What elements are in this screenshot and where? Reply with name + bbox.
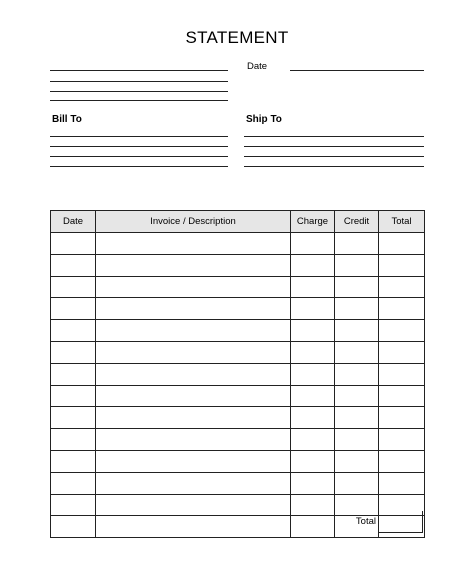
charge-cell[interactable]	[291, 363, 335, 385]
column-header-total: Total	[379, 211, 425, 233]
ship-to-line[interactable]	[244, 166, 424, 167]
description-cell[interactable]	[96, 276, 291, 298]
credit-cell[interactable]	[335, 450, 379, 472]
charge-cell[interactable]	[291, 233, 335, 255]
table-row	[51, 450, 425, 472]
address-line[interactable]	[50, 100, 228, 101]
total-cell[interactable]	[379, 472, 425, 494]
credit-cell[interactable]	[335, 363, 379, 385]
table-row	[51, 472, 425, 494]
table-row	[51, 254, 425, 276]
description-cell[interactable]	[96, 450, 291, 472]
credit-cell[interactable]	[335, 276, 379, 298]
bill-to-line[interactable]	[50, 156, 228, 157]
total-cell[interactable]	[379, 298, 425, 320]
column-header-date: Date	[51, 211, 96, 233]
grand-total-label: Total	[355, 516, 376, 527]
bill-to-line[interactable]	[50, 166, 228, 167]
charge-cell[interactable]	[291, 385, 335, 407]
total-cell[interactable]	[379, 233, 425, 255]
total-cell[interactable]	[379, 385, 425, 407]
total-cell[interactable]	[379, 429, 425, 451]
charge-cell[interactable]	[291, 320, 335, 342]
statement-table	[50, 210, 425, 538]
table-row	[51, 429, 425, 451]
credit-cell[interactable]	[335, 298, 379, 320]
total-cell[interactable]	[379, 254, 425, 276]
table-row	[51, 320, 425, 342]
column-header-description: Invoice / Description	[96, 211, 291, 233]
table-body	[51, 233, 425, 538]
description-cell[interactable]	[96, 516, 291, 538]
date-cell[interactable]	[51, 429, 96, 451]
date-cell[interactable]	[51, 298, 96, 320]
date-cell[interactable]	[51, 320, 96, 342]
charge-cell[interactable]	[291, 254, 335, 276]
date-cell[interactable]	[51, 494, 96, 516]
credit-cell[interactable]	[335, 407, 379, 429]
date-cell[interactable]	[51, 407, 96, 429]
description-cell[interactable]	[96, 320, 291, 342]
table-row	[51, 363, 425, 385]
credit-cell[interactable]	[335, 429, 379, 451]
total-cell[interactable]	[379, 320, 425, 342]
charge-cell[interactable]	[291, 472, 335, 494]
date-cell[interactable]	[51, 254, 96, 276]
charge-cell[interactable]	[291, 494, 335, 516]
address-line[interactable]	[50, 81, 228, 82]
document-title: STATEMENT	[185, 28, 289, 47]
bill-to-label: Bill To	[52, 114, 82, 125]
table-row	[51, 233, 425, 255]
description-cell[interactable]	[96, 254, 291, 276]
total-cell[interactable]	[379, 407, 425, 429]
date-cell[interactable]	[51, 276, 96, 298]
charge-cell[interactable]	[291, 429, 335, 451]
credit-cell[interactable]	[335, 254, 379, 276]
charge-cell[interactable]	[291, 407, 335, 429]
charge-cell[interactable]	[291, 298, 335, 320]
date-cell[interactable]	[51, 385, 96, 407]
table-row	[51, 298, 425, 320]
date-cell[interactable]	[51, 450, 96, 472]
bill-to-line[interactable]	[50, 136, 228, 137]
ship-to-line[interactable]	[244, 146, 424, 147]
date-cell[interactable]	[51, 472, 96, 494]
column-header-credit: Credit	[335, 211, 379, 233]
charge-cell[interactable]	[291, 516, 335, 538]
ship-to-line[interactable]	[244, 156, 424, 157]
credit-cell[interactable]	[335, 341, 379, 363]
description-cell[interactable]	[96, 298, 291, 320]
date-label: Date	[247, 61, 268, 72]
credit-cell[interactable]	[335, 233, 379, 255]
total-cell[interactable]	[379, 450, 425, 472]
credit-cell[interactable]	[335, 472, 379, 494]
charge-cell[interactable]	[291, 276, 335, 298]
description-cell[interactable]	[96, 363, 291, 385]
table-row	[51, 276, 425, 298]
table-row	[51, 407, 425, 429]
total-cell[interactable]	[379, 341, 425, 363]
address-line[interactable]	[50, 91, 228, 92]
credit-cell[interactable]	[335, 320, 379, 342]
column-header-charge: Charge	[291, 211, 335, 233]
table-row	[51, 341, 425, 363]
credit-cell[interactable]	[335, 385, 379, 407]
grand-total-field[interactable]	[378, 511, 423, 533]
date-cell[interactable]	[51, 233, 96, 255]
description-cell[interactable]	[96, 429, 291, 451]
date-cell[interactable]	[51, 341, 96, 363]
description-cell[interactable]	[96, 494, 291, 516]
total-cell[interactable]	[379, 276, 425, 298]
table-row	[51, 385, 425, 407]
description-cell[interactable]	[96, 472, 291, 494]
description-cell[interactable]	[96, 407, 291, 429]
date-cell[interactable]	[51, 363, 96, 385]
ship-to-label: Ship To	[246, 114, 282, 125]
date-line[interactable]	[290, 70, 424, 71]
total-cell[interactable]	[379, 363, 425, 385]
table-row	[51, 494, 425, 516]
description-cell[interactable]	[96, 233, 291, 255]
table-header-row	[51, 211, 425, 233]
description-cell[interactable]	[96, 341, 291, 363]
credit-cell[interactable]	[335, 494, 379, 516]
address-line[interactable]	[50, 70, 228, 71]
date-cell[interactable]	[51, 516, 96, 538]
ship-to-line[interactable]	[244, 136, 424, 137]
charge-cell[interactable]	[291, 341, 335, 363]
bill-to-line[interactable]	[50, 146, 228, 147]
description-cell[interactable]	[96, 385, 291, 407]
charge-cell[interactable]	[291, 450, 335, 472]
